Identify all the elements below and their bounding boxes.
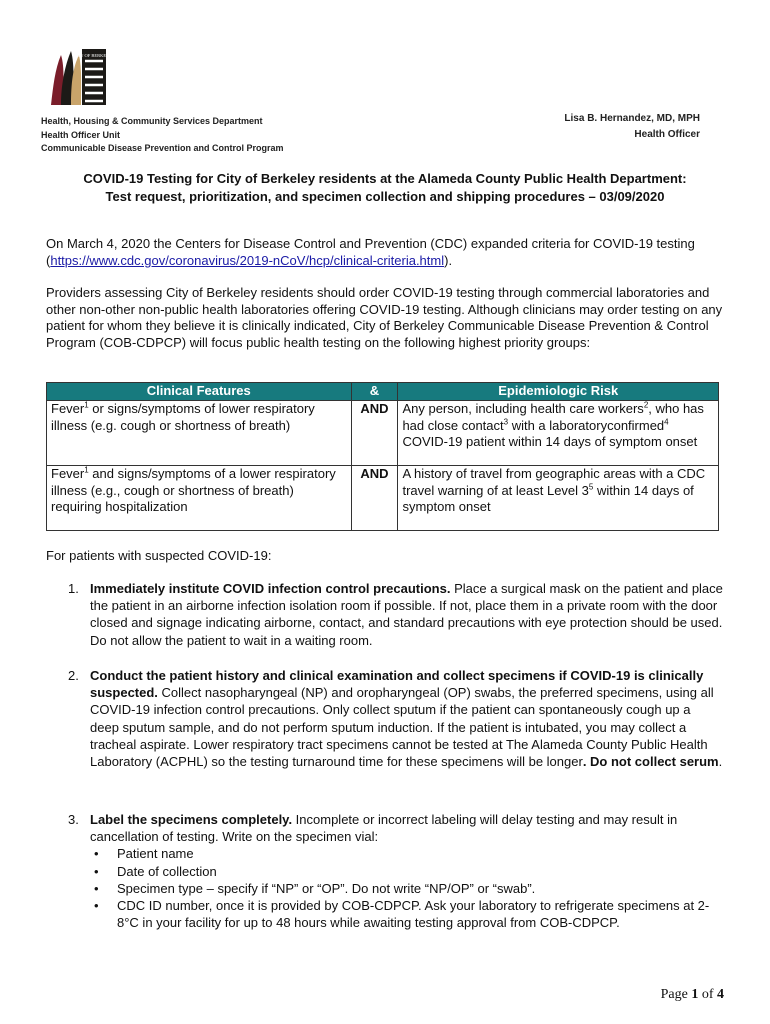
- list-item: • Specimen type – specify if “NP” or “OP”. Do not write “NP/OP” or “swab”.: [94, 880, 536, 896]
- epidemiologic-risk-cell: A history of travel from geographic areas with a CDC travel warning of at least Level $3^5$ within 14 days of symptom onset: [398, 466, 719, 531]
- suspected-intro: For patients with suspected COVID-19:: [46, 548, 272, 563]
- clinical-features-cell: Fever$^1$ and signs/symptoms of a lower respiratory illness (e.g., cough or shortness of breath) requiring hospitalization: [47, 466, 352, 531]
- list-item: • CDC ID number, once it is provided by COB-CDPCP. Ask your laboratory to refrigerate specimens at 2-8°C in your facility for up to 48 hours while awaiting testing approval from COB-CDPCP.: [94, 898, 710, 931]
- title-line-1: COVID-19 Testing for City of Berkeley residents at the Alameda County Public Health Department:: [83, 171, 687, 186]
- list-item: • Date of collection: [94, 863, 217, 879]
- table-header-row: [47, 383, 719, 401]
- berkeley-logo-graphic: [49, 47, 115, 107]
- epidemiologic-risk-cell: Any person, including health care workers$^2$, who has had close contact$^3$ with a laboratoryconfirmed$^4$ COVID-19 patient within 14 days of symptom onset: [398, 401, 719, 466]
- intro-paragraph-2: Providers assessing City of Berkeley residents should order COVID-19 testing through commercial laboratories and other non-other non-public health laboratories offering COVID-19 testing. Although clinicians may order testing on any patient for whom they believe it is clinically indicated, City of Berkeley Communicable Disease Prevention & Control Program (COB-CDPCP) will focus public health testing on the following highest priority groups:: [46, 285, 723, 350]
- priority-criteria-table: [46, 382, 719, 531]
- city-logo: [49, 47, 115, 107]
- step-heading: Label the specimens completely.: [90, 812, 293, 827]
- clinical-features-cell: Fever$^1$ or signs/symptoms of lower respiratory illness (e.g. cough or shortness of breath): [47, 401, 352, 466]
- header-clinical-features: Clinical Features: [47, 383, 352, 401]
- list-item: • Patient name: [94, 846, 194, 862]
- step-text: Incomplete or incorrect labeling will delay testing and may result in cancellation of testing. Write on the specimen vial:: [90, 812, 678, 845]
- table-row: [47, 401, 719, 466]
- officer-name: Lisa B. Hernandez, MD, MPH: [564, 113, 700, 124]
- health-officer-info: [564, 111, 700, 143]
- step-text: Place a surgical mask on the patient and place the patient in an airborne infection isolation room if possible. If not, place them in a private room with the door closed and signage indicating airborne, contact, and standard precautions with eye protection should be used. Do not allow the patient to wait in a waiting room.: [90, 581, 723, 648]
- page-number: Page 1 of 4: [660, 987, 724, 1002]
- cdc-criteria-link[interactable]: https://www.cdc.gov/coronavirus/2019-nCoV/hcp/clinical-criteria.html: [50, 252, 445, 268]
- logo-lettering: CITY OF BERKELEY: [73, 53, 115, 58]
- step-text: Collect nasopharyngeal (NP) and oropharyngeal (OP) swabs, the preferred specimens, using all COVID-19 infection control precautions. Only collect sputum if the patient can spontaneously cough up a deep sputum sample, and do not perform sputum induction. If the patient is intubated, you may collect a tracheal aspirate. Lower respiratory tract specimens cannot be tested at The Alameda County Public Health Laboratory (ACPHL) so the testing turnaround time for these specimens will be longer: [90, 685, 714, 770]
- intro-text: On March 4, 2020 the Centers for Disease Control and Prevention (CDC) expanded criteria for COVID-19 testing (: [46, 236, 695, 268]
- document-title: [40, 170, 730, 206]
- title-line-2: Test request, prioritization, and specimen collection and shipping procedures – 03/09/2020: [105, 189, 665, 204]
- department-line: Health, Housing & Community Services Department: [41, 116, 263, 126]
- intro-text-end: ).: [444, 252, 453, 268]
- table-row: [47, 466, 719, 531]
- and-cell: AND: [351, 401, 398, 466]
- step-number: 2.: [68, 668, 79, 683]
- step-1: [68, 580, 723, 649]
- intro-paragraph-1: [46, 236, 736, 269]
- step-warning: . Do not collect serum: [582, 754, 719, 770]
- header-ampersand: &: [351, 383, 398, 401]
- department-line: Health Officer Unit: [41, 129, 121, 140]
- step-2: 2. Conduct the patient history and clinical examination and collect specimens if COVID-19 is clinically suspected. Collect nasopharyngeal (NP) and oropharyngeal (OP) swabs, the preferred specimens, using all COVID-19 infection control precautions. Only collect sputum if the patient can spontaneously cough up a deep sputum sample, and do not perform sputum induction. If the patient is intubated, you may collect a tracheal aspirate. Lower respiratory tract specimens cannot be tested at The Alameda County Public Health Laboratory (ACPHL) so the testing turnaround time for these specimens will be longer. Do not collect serum.: [68, 668, 723, 770]
- label-requirements-list: [90, 845, 723, 931]
- department-info: [41, 115, 284, 156]
- step-number: 3.: [68, 812, 79, 827]
- step-heading: Immediately institute COVID infection control precautions.: [90, 581, 451, 596]
- step-heading: Conduct the patient history and clinical examination and collect specimens if COVID-19 is clinically suspected.: [90, 668, 704, 701]
- department-line: Communicable Disease Prevention and Control Program: [41, 143, 284, 153]
- step-number: 1.: [68, 581, 79, 596]
- officer-title: Health Officer: [634, 129, 700, 140]
- step-3: [68, 811, 723, 931]
- header-epidemiologic-risk: Epidemiologic Risk: [398, 383, 719, 401]
- and-cell: AND: [351, 466, 398, 531]
